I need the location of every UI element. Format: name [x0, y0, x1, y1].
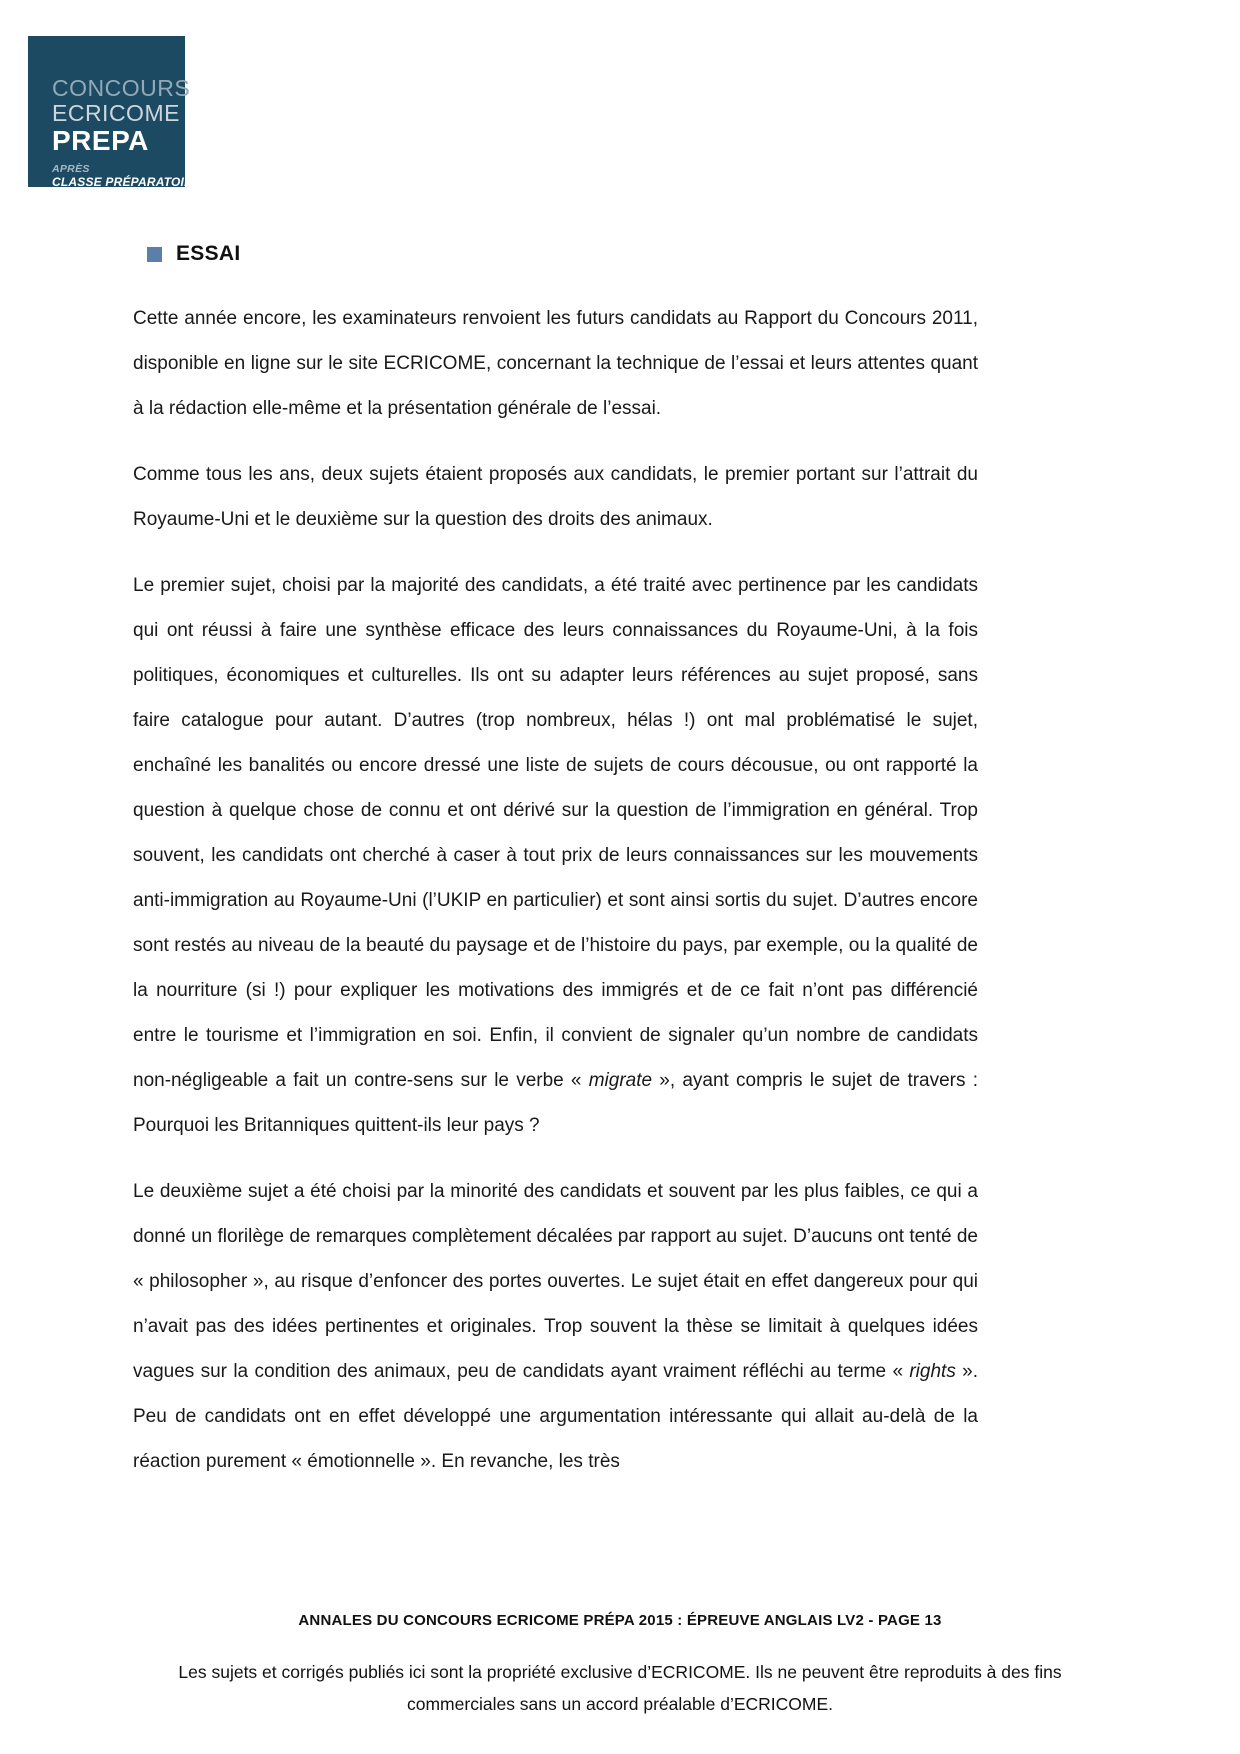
section-heading-label: ESSAI: [176, 242, 241, 265]
paragraph-1: [133, 296, 978, 431]
section-heading-essai: [147, 242, 241, 266]
paragraph-3-text-b: », ayant compris le sujet de travers : Pourquoi les Britanniques quittent-ils leur pays ?: [133, 1070, 979, 1136]
body-text: [133, 296, 978, 1505]
paragraph-2: [133, 452, 978, 542]
footer-running-title: ANNALES DU CONCOURS ECRICOME PRÉPA 2015 : ÉPREUVE ANGLAIS LV2 - PAGE 13: [298, 1612, 942, 1629]
logo-line-ecricome: ECRICOME: [52, 100, 180, 126]
migrate-italic-term: migrate: [588, 1070, 653, 1091]
logo-line-apres: APRÈS: [52, 163, 90, 175]
rights-italic-term: rights: [909, 1361, 956, 1382]
paragraph-4-text-b: ». Peu de candidats ont en effet développé une argumentation intéressante qui allait au-delà de la réaction purement « émotionnelle ». En revanche, les très: [133, 1361, 979, 1472]
paragraph-3: [133, 563, 978, 1148]
paragraph-1-text: Cette année encore, les examinateurs renvoient les futurs candidats au Rapport du Concours 2011, disponible en ligne sur le site ECRICOME, concernant la technique de l’essai et leurs attentes quant à la rédaction elle-même et la présentation générale de l’essai.: [133, 308, 978, 419]
ecricome-logo: [28, 36, 202, 189]
paragraph-2-text: Comme tous les ans, deux sujets étaient proposés aux candidats, le premier portant sur l’attrait du Royaume-Uni et le deuxième sur la question des droits des animaux.: [133, 464, 978, 530]
footer-copyright-notice: Les sujets et corrigés publiés ici sont la propriété exclusive d’ECRICOME. Ils ne peuvent être reproduits à des fins commerciales sans un accord préalable d’ECRICOME.: [178, 1662, 1062, 1714]
paragraph-4: [133, 1169, 978, 1484]
paragraph-4-text-a: Le deuxième sujet a été choisi par la minorité des candidats et souvent par les plus faibles, ce qui a donné un florilège de remarques complètement décalées par rapport au sujet. D’aucuns ont tenté de « philosopher », au risque d’enfoncer des portes ouvertes. Le sujet était en effet dangereux pour qui n’avait pas des idées pertinentes et originales. Trop souvent la thèse se limitait à quelques idées vagues sur la condition des animaux, peu de candidats ayant vraiment réfléchi au terme «: [133, 1181, 978, 1382]
logo-line-classe-preparatoire: CLASSE PRÉPARATOIRE: [52, 175, 202, 189]
ecricome-logo-text: [52, 76, 201, 189]
logo-line-concours: CONCOURS: [52, 75, 191, 101]
square-bullet-icon: [147, 247, 162, 262]
logo-line-prepa: PREPA: [52, 125, 149, 156]
paragraph-3-text-a: Le premier sujet, choisi par la majorité des candidats, a été traité avec pertinence par les candidats qui ont réussi à faire une synthèse efficace des leurs connaissances du Royaume-Uni, à la fois politiques, économiques et culturelles. Ils ont su adapter leurs références au sujet proposé, sans faire catalogue pour autant. D’autres (trop nombreux, hélas !) ont mal problématisé le sujet, enchaîné les banalités ou encore dressé une liste de sujets de cours décousue, ou ont rapporté la question à quelque chose de connu et ont dérivé sur la question de l’immigration en général. Trop souvent, les candidats ont cherché à caser à tout prix de leurs connaissances sur les mouvements anti-immigration au Royaume-Uni (l’UKIP en particulier) et sont ainsi sortis du sujet. D’autres encore sont restés au niveau de la beauté du paysage et de l’histoire du pays, par exemple, ou la qualité de la nourriture (si !) pour expliquer les motivations des immigrés et de ce fait n’ont pas différencié entre le tourisme et l’immigration en soi. Enfin, il convient de signaler qu’un nombre de candidats non-négligeable a fait un contre-sens sur le verbe «: [133, 575, 978, 1091]
